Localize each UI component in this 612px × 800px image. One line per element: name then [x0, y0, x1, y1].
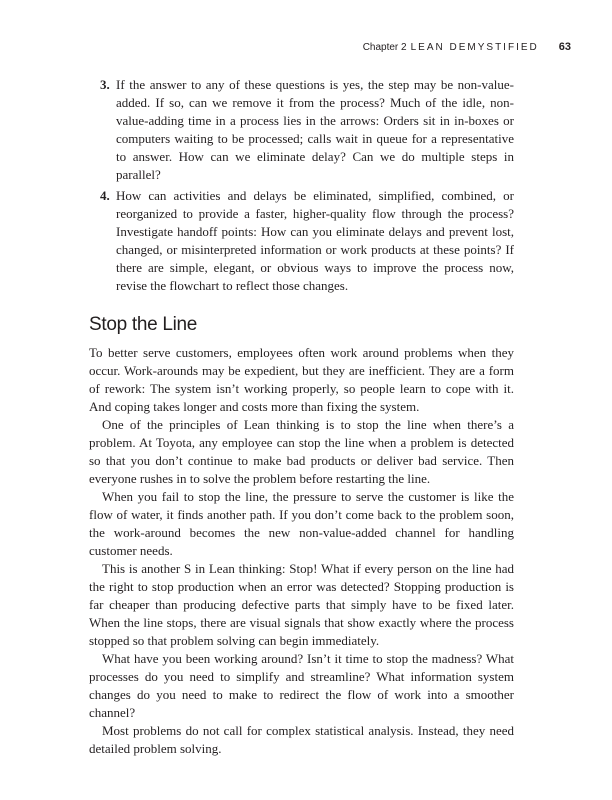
section-body [89, 344, 514, 758]
paragraph: Most problems do not call for complex statistical analysis. Instead, they need detailed problem solving. [89, 723, 514, 756]
list-item [100, 187, 514, 295]
list-item-number: 3. [100, 77, 110, 92]
numbered-list [100, 76, 514, 298]
paragraph: What have you been working around? Isn’t it time to stop the madness? What processes do you need to simplify and streamline? What information system changes do you need to make to redirect the flow of work into a smoother channel? [89, 651, 514, 720]
chapter-label: Chapter 2 [362, 42, 407, 53]
list-item-text: If the answer to any of these questions is yes, the step may be non-value-added. If so, can we remove it from the process? Much of the idle, non-value-adding time in a process lies in the arrows: Orders sit in in-boxes or computers waiting to be processed; calls wait in queue for a representative to answer. How can we eliminate delay? Can we do multiple steps in parallel? [116, 77, 514, 182]
paragraph: One of the principles of Lean thinking is to stop the line when there’s a problem. At Toyota, any employee can stop the line when a problem is detected so that you don’t continue to make bad products or deliver bad service. Then everyone rushes in to solve the problem before restarting the line. [89, 417, 514, 486]
running-header [363, 41, 571, 53]
paragraph: This is another S in Lean thinking: Stop! What if every person on the line had the right to stop production when an error was detected? Stopping production is far cheaper than producing defective parts that simply have to be fixed later. When the line stops, there are visual signals that show exactly where the process stopped so that problem solving can begin immediately. [89, 561, 514, 648]
chapter-title: LEAN DEMYSTIFIED [410, 42, 539, 53]
list-item [100, 76, 514, 184]
list-item-number: 4. [100, 188, 110, 203]
list-item-text: How can activities and delays be eliminated, simplified, combined, or reorganized to provide a faster, higher-quality flow through the process? Investigate handoff points: How can you eliminate delays and prevent lost, changed, or misinterpreted information or work products at these points? If there are simple, elegant, or obvious ways to improve the process now, revise the flowchart to reflect those changes. [116, 188, 514, 293]
section-heading: Stop the Line [89, 314, 198, 335]
page-number: 63 [558, 41, 571, 53]
paragraph: When you fail to stop the line, the pressure to serve the customer is like the flow of water, it finds another path. If you don’t come back to the problem soon, the work-around becomes the new non-value-added channel for handling customer needs. [89, 489, 514, 558]
paragraph: To better serve customers, employees often work around problems when they occur. Work-arounds may be expedient, but they are inefficient. They are a form of rework: The system isn’t working properly, so people learn to cope with it. And coping takes longer and costs more than fixing the system. [89, 345, 514, 414]
